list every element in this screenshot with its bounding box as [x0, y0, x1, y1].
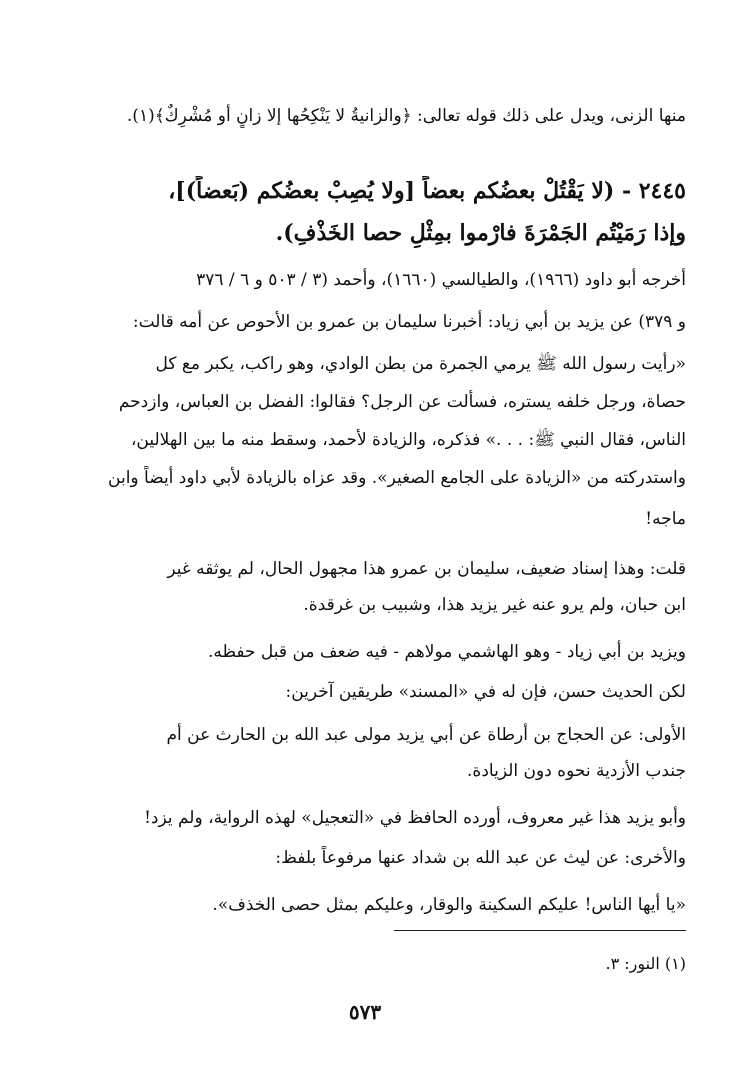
page-number: ٥٧٣ [348, 1000, 382, 1024]
text-line: جندب الأزدية نحوه دون الزيادة. [467, 761, 686, 781]
text-line: ويزيد بن أبي زياد - وهو الهاشمي مولاهم - فيه ضعف من قبل حفظه. [207, 642, 686, 662]
text-line: الناس، فقال النبي ﷺ: . . .» فذكره، والزيادة لأحمد، وسقط منه ما بين الهلالين، [130, 430, 686, 450]
footnote: (١) النور: ٣. [605, 954, 686, 973]
text-line: قلت: وهذا إسناد ضعيف، سليمان بن عمرو هذا مجهول الحال، لم يوثقه غير [167, 559, 686, 579]
text-line: وأبو يزيد هذا غير معروف، أورده الحافظ في «التعجيل» لهذه الرواية، ولم يزد! [144, 808, 686, 828]
hadith-heading: وإذا رَمَيْتُم الجَمْرَةَ فارْموا بمِثْلِ حصا الخَذْفِ). [275, 220, 686, 246]
footnote-separator [394, 930, 686, 931]
text-line: لكن الحديث حسن، فإن له في «المسند» طريقين آخرين: [285, 682, 686, 702]
text-line: و ٣٧٩) عن يزيد بن أبي زياد: أخبرنا سليمان بن عمرو بن الأحوص عن أمه قالت: [132, 312, 686, 332]
text-line: منها الزنى، ويدل على ذلك قوله تعالى: ﴿والزانيةُ لا يَنْكِحُها إلا زانٍ أو مُشْرِكٌ﴾(١). [126, 106, 686, 126]
text-line: ابن حبان، ولم يرو عنه غير يزيد هذا، وشبيب بن غرقدة. [303, 595, 686, 615]
text-line: الأولى: عن الحجاج بن أرطاة عن أبي يزيد مولى عبد الله بن الحارث عن أم [166, 725, 686, 745]
text-line: ماجه! [645, 509, 686, 529]
text-line: «رأيت رسول الله ﷺ يرمي الجمرة من بطن الوادي، وهو راكب، يكبر مع كل [155, 354, 686, 374]
hadith-heading: ٢٤٤٥ - (لا يَقْتُلْ بعضُكم بعضاً [ولا يُصِبْ بعضُكم (بَعضاً)]، [168, 178, 686, 204]
text-line: حصاة، ورجل خلفه يستره، فسألت عن الرجل؟ فقالوا: الفضل بن العباس، وازدحم [118, 392, 686, 412]
text-line: أخرجه أبو داود (١٩٦٦)، والطيالسي (١٦٦٠)، وأحمد (٣ / ٥٠٣ و ٦ / ٣٧٦ [196, 270, 686, 290]
text-line: «يا أيها الناس! عليكم السكينة والوقار، وعليكم بمثل حصى الخذف». [212, 895, 686, 915]
text-line: والأخرى: عن ليث عن عبد الله بن شداد عنها مرفوعاً بلفظ: [275, 848, 686, 868]
text-line: واستدركته من «الزيادة على الجامع الصغير». وقد عزاه بالزيادة لأبي داود أيضاً وابن [108, 468, 686, 488]
